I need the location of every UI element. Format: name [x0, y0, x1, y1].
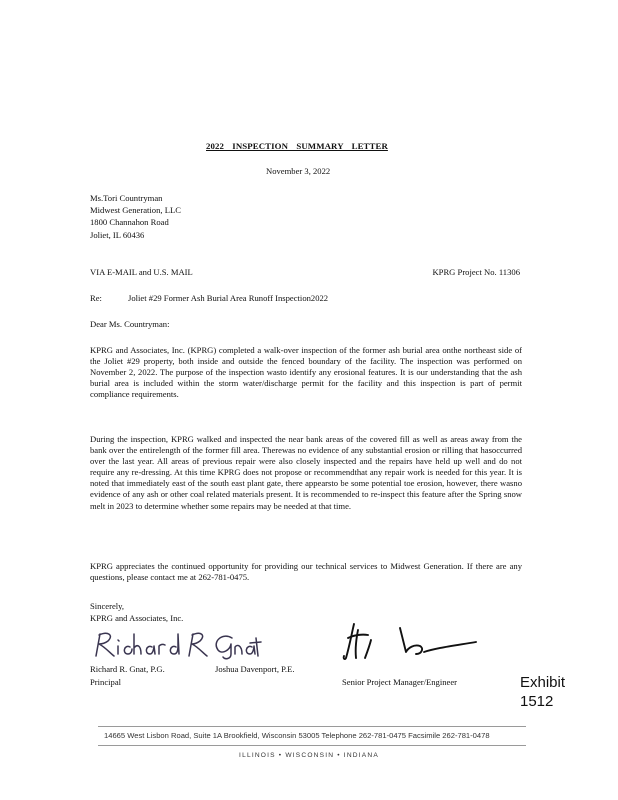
recipient-street: 1800 Channahon Road	[90, 217, 169, 228]
recipient-name: Ms.Tori Countryman	[90, 193, 163, 203]
signature-richard-gnat	[90, 626, 262, 660]
exhibit-stamp	[520, 673, 565, 711]
recipient-company: Midwest Generation, LLC	[90, 205, 181, 216]
delivery-method: VIA E-MAIL and U.S. MAIL	[90, 267, 193, 277]
subject-label: Re:	[90, 293, 102, 303]
closing-text: Sincerely,	[90, 601, 125, 611]
body-paragraph: KPRG appreciates the continued opportunity for providing our technical services to Midwest Generation. If there are any questions, please contact me at 262-781-0475.	[90, 561, 522, 583]
footer-address: 14665 West Lisbon Road, Suite 1A Brookfield, Wisconsin 53005 Telephone 262-781-0475 Facsimile 262-781-0478	[104, 731, 490, 740]
signatory-name-1: Richard R. Gnat, P.G.	[90, 664, 165, 674]
delivery-line	[90, 267, 520, 278]
footer-divider-top	[98, 726, 526, 727]
salutation: Dear Ms. Countryman:	[90, 319, 170, 329]
recipient-address	[90, 193, 181, 242]
footer-divider-bottom	[98, 745, 526, 746]
signature-joshua-davenport	[340, 618, 480, 662]
exhibit-number: 1512	[520, 693, 554, 710]
project-number: KPRG Project No. 11306	[432, 267, 520, 277]
subject-text: Joliet #29 Former Ash Burial Area Runoff Inspection2022	[128, 293, 329, 303]
exhibit-label: Exhibit	[520, 674, 566, 691]
recipient-city: Joliet, IL 60436	[90, 229, 145, 240]
signatory-title-1: Principal	[90, 677, 122, 687]
closing-company: KPRG and Associates, Inc.	[90, 612, 184, 623]
letter-date: November 3, 2022	[266, 166, 331, 176]
footer-states: ILLINOIS • WISCONSIN • INDIANA	[239, 752, 379, 759]
subject-line	[90, 293, 328, 304]
signatory-names	[90, 664, 295, 675]
body-paragraph: During the inspection, KPRG walked and inspected the near bank areas of the covered fill as well as areas away from the bank over the entirelength of the former fill area. Therewas no evidence of any substantial erosion or rilling that hasoccurred over the last year. All areas of previous repair were also closely inspected and the repairs have held up well and do not require any re-dressing. At this time KPRG does not propose or recommendthat any repair work is needed for this year. It is noted that immediately east of the south east plant gate, there appearsto be some potential toe erosion, however, there wasno evidence of any ash or other coal related materials present. It is recommended to re-inspect this feature after the Spring snow melt in 2023 to determine whether some repairs may be needed at that time.	[90, 434, 522, 511]
letter-title: 2022 INSPECTION SUMMARY LETTER	[206, 141, 388, 151]
signatory-title-2: Senior Project Manager/Engineer	[342, 677, 458, 687]
signatory-name-2: Joshua Davenport, P.E.	[215, 664, 295, 674]
body-paragraph: KPRG and Associates, Inc. (KPRG) completed a walk-over inspection of the former ash burial area onthe northeast side of the Joliet #29 property, both inside and outside the fenced boundary of the facility. The inspection was performed on November 2, 2022. The purpose of the inspection wasto identify any erosional features. It is our understanding that the ash burial area is included within the storm water/discharge permit for the facility and this inspection is part of permit compliance requirements.	[90, 345, 522, 400]
closing-block	[90, 601, 183, 624]
